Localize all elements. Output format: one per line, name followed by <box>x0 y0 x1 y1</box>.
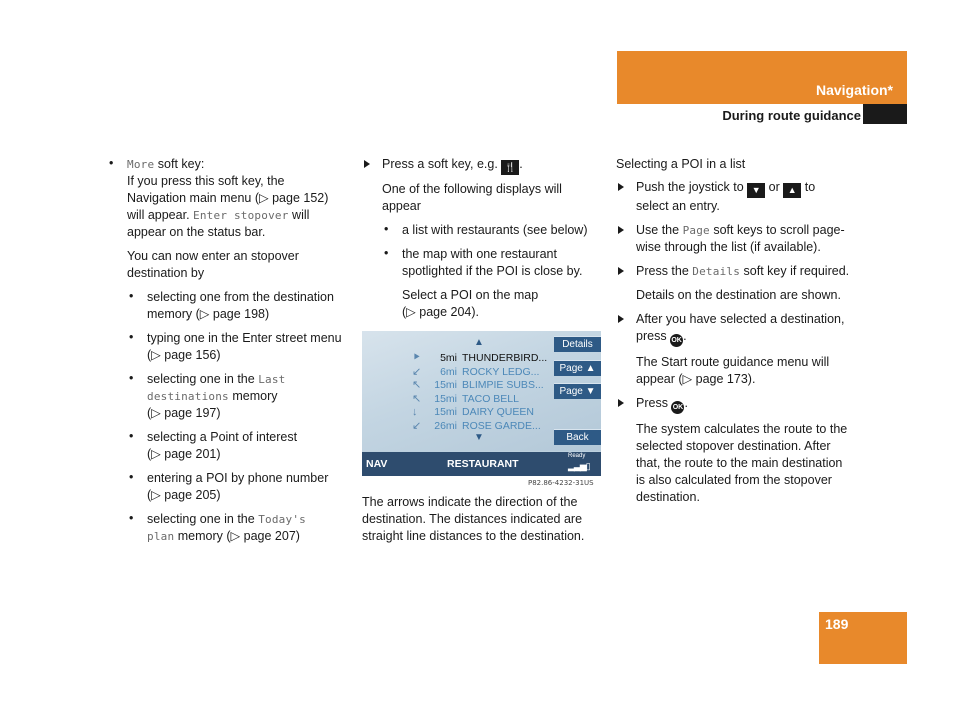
text: will appear. <box>127 208 190 222</box>
direction-arrow-icon: ↙ <box>412 365 422 378</box>
section-title: Navigation* <box>815 82 893 98</box>
image-code: P82.86-4232-31US <box>528 479 594 487</box>
text: • typing one in the Enter street menu <box>147 331 342 345</box>
page-reference: (▷ page 156) <box>147 348 221 362</box>
page-number-box <box>819 612 907 664</box>
text: appear <box>382 199 421 213</box>
text: Details on the destination are shown. <box>636 288 841 302</box>
text: You can now enter an stopover <box>127 249 299 263</box>
text: • a list with restaurants (see below) <box>402 223 588 237</box>
text: soft key if required. <box>740 264 850 278</box>
poi-name: TACO BELL <box>462 392 519 405</box>
text: spotlighted if the POI is close by. <box>402 264 583 278</box>
text: destination. <box>636 490 700 504</box>
section-header-bar <box>617 51 907 104</box>
poi-distance: 6mi <box>440 365 457 378</box>
text: to <box>801 180 816 194</box>
text: memory <box>228 389 278 403</box>
text: The Start route guidance menu will <box>636 355 830 369</box>
poi-list-item[interactable] <box>362 392 552 406</box>
instruction-step <box>616 311 866 388</box>
poi-distance: 5mi <box>440 352 457 364</box>
direction-arrow-icon: ↖ <box>412 379 422 391</box>
poi-distance: 15mi <box>434 379 457 391</box>
text: . <box>684 396 688 410</box>
status-key-name: Enter stopover <box>193 209 289 222</box>
text: • entering a POI by phone number <box>147 471 329 485</box>
instruction-step <box>616 395 866 506</box>
ok-button-icon: OK <box>671 401 684 414</box>
text: wise through the list (if available). <box>636 240 821 254</box>
menu-name: Last <box>258 373 286 386</box>
text: select an entry. <box>636 199 720 213</box>
text: appear on the status bar. <box>127 225 266 239</box>
text: Use the <box>636 223 683 237</box>
list-item <box>127 511 352 545</box>
scroll-down-arrow-icon: ▼ <box>474 432 484 443</box>
instruction-step <box>616 263 866 304</box>
text: Select a POI on the map <box>402 288 539 302</box>
direction-arrow-icon: ⯈ <box>412 352 421 364</box>
poi-name: DAIRY QUEEN <box>462 406 534 418</box>
list-item <box>107 156 352 545</box>
poi-name: THUNDERBIRD... <box>462 352 548 364</box>
direction-arrow-icon: ↓ <box>412 406 418 418</box>
poi-distance: 26mi <box>434 419 457 432</box>
scroll-up-arrow-icon: ▲ <box>474 337 484 348</box>
menu-name: Today's <box>258 513 306 526</box>
text: soft keys to scroll page- <box>709 223 845 237</box>
direction-arrow-icon: ↙ <box>412 419 422 432</box>
text: Press a soft key, e.g. <box>382 157 498 171</box>
poi-list-item[interactable] <box>362 378 552 392</box>
text: press <box>636 329 667 343</box>
poi-list-item[interactable] <box>362 419 552 433</box>
column-1 <box>107 156 352 545</box>
status-bar <box>362 452 601 476</box>
nav-display-screenshot <box>362 331 601 476</box>
text: selecting one in the <box>147 512 259 526</box>
page-reference: (▷ page 197) <box>147 406 221 420</box>
column-2 <box>362 156 607 321</box>
ok-button-icon: OK <box>670 334 683 347</box>
header-marker-block <box>863 104 907 124</box>
soft-key-name: More <box>127 158 155 171</box>
text: . <box>519 157 523 171</box>
page-number: 189 <box>825 616 849 632</box>
menu-name: plan <box>147 530 175 543</box>
signal-strength-icon: ▂▃▅▯ <box>568 461 590 471</box>
status-ready: Ready <box>568 453 586 459</box>
page-reference: (▷ page 201) <box>147 447 221 461</box>
column-3 <box>616 156 866 506</box>
poi-distance: 15mi <box>434 392 457 405</box>
text: Navigation main menu (▷ page 152) <box>127 191 329 205</box>
page-reference: (▷ page 204). <box>402 305 480 319</box>
list-item <box>127 470 352 504</box>
text: The system calculates the route to the <box>636 422 848 436</box>
text: Push the joystick to <box>636 180 744 194</box>
poi-name: ROCKY LEDG... <box>462 365 540 378</box>
instruction-step <box>362 156 607 321</box>
list-item <box>127 330 352 364</box>
instruction-step <box>616 222 866 256</box>
list-item <box>127 371 352 422</box>
text: will <box>288 208 310 222</box>
poi-distance: 15mi <box>434 406 457 418</box>
page-up-softkey[interactable]: Page ▲ <box>554 360 601 376</box>
back-softkey[interactable]: Back <box>554 429 601 445</box>
joystick-down-icon: ▼ <box>747 183 765 198</box>
page-reference: memory (▷ page 198) <box>147 307 270 321</box>
text: destination by <box>127 266 205 280</box>
details-softkey[interactable]: Details <box>554 336 601 352</box>
text: selected stopover destination. After <box>636 439 831 453</box>
list-item <box>127 429 352 463</box>
text: Press <box>636 396 668 410</box>
screen-caption <box>362 494 607 545</box>
text: selecting one in the <box>147 372 259 386</box>
text: The arrows indicate the direction of the <box>362 495 578 509</box>
text: If you press this soft key, the <box>127 174 285 188</box>
text: that, the route to the main destination <box>636 456 843 470</box>
text: • the map with one restaurant <box>402 247 557 261</box>
direction-arrow-icon: ↖ <box>412 392 422 405</box>
soft-key-name: Details <box>692 265 741 278</box>
list-item <box>382 222 607 239</box>
status-category: RESTAURANT <box>447 458 519 470</box>
list-item <box>382 246 607 321</box>
joystick-up-icon: ▲ <box>783 183 801 198</box>
text: Press the <box>636 264 693 278</box>
poi-name: BLIMPIE SUBS... <box>462 379 544 391</box>
text: destination. The distances indicated are <box>362 512 583 526</box>
instruction-step <box>616 179 866 215</box>
text: • selecting one from the destination <box>147 290 334 304</box>
text: or <box>765 180 784 194</box>
text: straight line distances to the destination. <box>362 529 585 543</box>
text: . <box>683 329 687 343</box>
page-reference: appear (▷ page 173). <box>636 372 756 386</box>
page-reference: (▷ page 205) <box>147 488 221 502</box>
list-item <box>127 289 352 323</box>
text: memory (▷ page 207) <box>174 529 300 543</box>
poi-list-item[interactable] <box>362 405 552 419</box>
poi-name: ROSE GARDE... <box>462 419 541 432</box>
menu-name: destinations <box>147 390 229 403</box>
soft-key-name: Page <box>682 224 710 237</box>
page-down-softkey[interactable]: Page ▼ <box>554 383 601 399</box>
subsection-title: Selecting a POI in a list <box>616 157 746 171</box>
poi-list-item[interactable] <box>362 351 552 365</box>
text: One of the following displays will <box>382 182 562 196</box>
restaurant-icon: 🍴 <box>501 160 519 175</box>
section-subtitle: During route guidance <box>722 108 861 123</box>
text: • selecting a Point of interest <box>147 430 298 444</box>
text: soft key: <box>154 157 205 171</box>
status-mode: NAV <box>366 458 388 470</box>
text: After you have selected a destination, <box>636 312 845 326</box>
text: is also calculated from the stopover <box>636 473 832 487</box>
poi-list-item[interactable] <box>362 365 552 379</box>
